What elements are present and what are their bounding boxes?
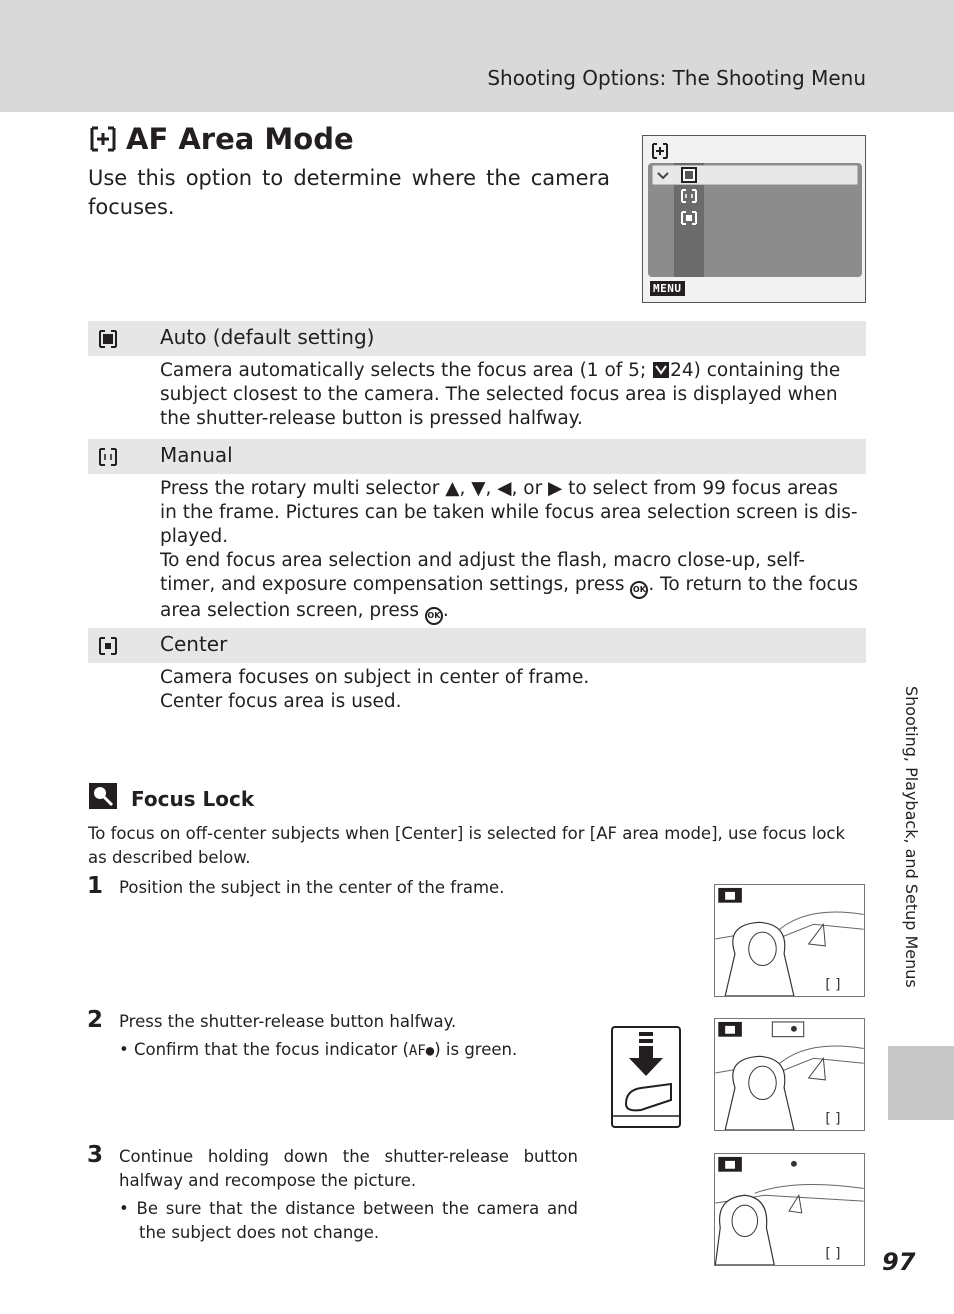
- option-desc-manual-para1: Press the rotary multi selector ▲, ▼, ◀, or ▶ to select from 99 focus areas in the frame. Pictures can be taken while focus area selection screen is dis-played.: [160, 478, 858, 547]
- option-desc-center-line2: Center focus area is used.: [160, 691, 402, 712]
- header-band: [0, 0, 954, 112]
- af-area-icon: [88, 124, 118, 154]
- step-1-number: 1: [87, 873, 104, 899]
- option-label-manual: Manual: [160, 443, 233, 467]
- step-3-text: Continue holding down the shutter-release button halfway and recompose the picture.: [119, 1147, 578, 1190]
- option-label-auto: Auto (default setting): [160, 325, 375, 349]
- manual-area-icon: [98, 447, 118, 467]
- shutter-press-icon: [611, 1026, 681, 1128]
- menu-panel: [648, 163, 862, 277]
- side-tab-text: Shooting, Playback, and Setup Menus: [902, 686, 921, 988]
- intro-text: Use this option to determine where the camera focuses.: [88, 166, 610, 219]
- option-desc-auto-part2: 24) containing the subject closest to the camera. The selected focus area is displayed when the shutter-release button is pressed halfway.: [160, 360, 841, 429]
- step-2-bullet-c: ) is green.: [434, 1040, 518, 1059]
- viewfinder-thumb-2: [714, 1018, 865, 1131]
- auto-area-icon: [98, 329, 118, 349]
- svg-text:[ ]: [ ]: [825, 1111, 841, 1128]
- option-desc-manual-para2c: .: [442, 600, 449, 621]
- page-number: 97: [882, 1248, 916, 1276]
- option-desc-manual-para2a: To end focus area selection and adjust the flash, macro close-up, self-timer, and exposure compensation settings, press: [160, 550, 806, 595]
- option-desc-center: [160, 666, 860, 714]
- af-area-small-icon: [651, 142, 669, 160]
- option-desc-auto: [160, 359, 860, 431]
- ok-button-icon: OK: [630, 581, 648, 599]
- option-row-center: [88, 628, 866, 663]
- center-area-icon: [98, 636, 118, 656]
- camera-menu-screen: [642, 135, 866, 303]
- center-area-small-icon: [680, 210, 698, 226]
- option-desc-center-line1: Camera focuses on subject in center of frame.: [160, 667, 590, 688]
- page-title: AF Area Mode: [126, 122, 354, 156]
- tip-icon: [88, 782, 118, 810]
- option-desc-manual: [160, 477, 860, 625]
- option-desc-manual-para2b: . To return to the focus area selection screen, press: [160, 574, 859, 621]
- option-desc-manual-para2: [160, 549, 860, 625]
- step-2-bullet-a: • Confirm that the focus indicator (: [119, 1040, 409, 1059]
- focus-indicator-icon: AF●: [408, 1043, 435, 1059]
- ok-button-icon-2: OK: [425, 607, 443, 625]
- side-tab: [888, 1046, 954, 1120]
- menu-label: MENU: [650, 281, 685, 296]
- option-row-manual: [88, 439, 866, 474]
- step-3-bullet: • Be sure that the distance between the camera and the subject does not change.: [119, 1199, 578, 1242]
- option-row-auto: [88, 321, 866, 356]
- viewfinder-thumb-1: [714, 884, 865, 997]
- check-icon: [656, 169, 670, 181]
- section-title: Shooting Options: The Shooting Menu: [487, 66, 866, 90]
- focus-lock-title: Focus Lock: [131, 787, 255, 811]
- step-2-number: 2: [87, 1007, 104, 1033]
- manual-area-small-icon: [680, 188, 698, 204]
- step-2-bullet: [119, 1038, 579, 1063]
- svg-text:[ ]: [ ]: [825, 1246, 841, 1263]
- step-3-number: 3: [87, 1142, 104, 1168]
- book-reference-icon: [652, 361, 670, 379]
- side-tab-text-wrap: [899, 686, 923, 1036]
- focus-lock-intro: To focus on off-center subjects when [Center] is selected for [AF area mode], use focus lock as described below.: [88, 824, 846, 867]
- viewfinder-thumb-3: [714, 1153, 865, 1266]
- step-1-text: Position the subject in the center of the frame.: [119, 878, 505, 897]
- svg-text:[ ]: [ ]: [825, 977, 841, 994]
- page-title-row: [88, 122, 354, 156]
- auto-area-small-icon: [680, 166, 698, 184]
- step-2-text: Press the shutter-release button halfway.: [119, 1012, 457, 1031]
- option-desc-auto-part1: Camera automatically selects the focus area (1 of 5;: [160, 360, 653, 381]
- option-label-center: Center: [160, 632, 228, 656]
